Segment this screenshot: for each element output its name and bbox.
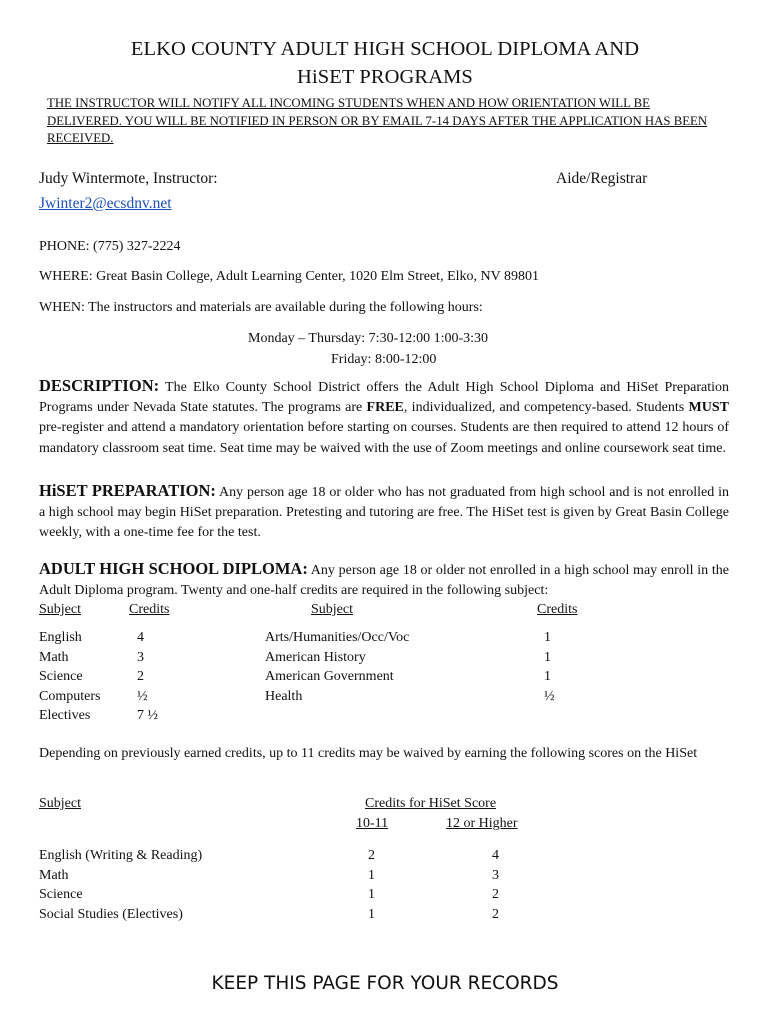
left-credits-column (137, 628, 158, 726)
table-row-subject: Math (39, 649, 69, 665)
description-text-a: The Elko County School District offers the Adult High School Diploma and HiSet Preparation Programs under Nevada State statutes. The programs are (39, 380, 729, 416)
waiver-col2-column (492, 846, 499, 924)
table-row-subject: Social Studies (Electives) (39, 906, 183, 922)
table-row-subject: English (Writing & Reading) (39, 848, 203, 863)
table-row-credits: 4 (137, 630, 144, 645)
waiver-paragraph: Depending on previously earned credits, up to 11 credits may be waived by earning the following scores on the HiSet (39, 746, 698, 761)
table-row-credits: ½ (544, 688, 555, 704)
description-free: FREE (366, 400, 404, 416)
diploma-heading: ADULT HIGH SCHOOL DIPLOMA: (39, 559, 308, 578)
hiset-paragraph (39, 481, 729, 544)
table-row-subject: American Government (265, 669, 394, 684)
hours-friday: Friday: 8:00-12:00 (331, 352, 437, 367)
table-row-credits: 2 (137, 669, 144, 684)
table-row-subject: Science (39, 887, 83, 902)
description-heading: DESCRIPTION: (39, 376, 160, 395)
table-row-score: 1 (368, 906, 375, 922)
description-text-b: , individualized, and competency-based. Students (403, 400, 689, 416)
description-must: MUST (688, 400, 729, 416)
credits-header-credits-1: Credits (129, 602, 170, 617)
table-row-credits: 1 (544, 669, 551, 684)
table-row-score: 2 (492, 906, 499, 922)
description-text-c: pre-register and attend a mandatory orientation before starting on courses. Students are then required to attend 12 hours of mandatory classroom seat time. Seat time may be waived with the use of Zoom meetings and online coursework seat time. (39, 420, 729, 456)
instructor-email-link[interactable]: Jwinter2@ecsdnv.net (39, 195, 172, 212)
table-row-subject: Science (39, 669, 83, 684)
credits-header-subject-1: Subject (39, 602, 81, 617)
hours-weekday: Monday – Thursday: 7:30-12:00 1:00-3:30 (248, 331, 489, 346)
waiver-col1-column (368, 846, 375, 924)
phone-line: PHONE: (775) 327-2224 (39, 239, 181, 254)
table-row-subject: English (39, 630, 82, 645)
description-paragraph (39, 376, 729, 459)
page-title-line-1: ELKO COUNTY ADULT HIGH SCHOOL DIPLOMA AND (130, 38, 640, 60)
hiset-heading: HiSET PREPARATION: (39, 481, 216, 500)
left-subject-column (39, 628, 100, 726)
table-row-score: 2 (368, 848, 375, 863)
table-row-score: 1 (368, 867, 375, 883)
right-subject-column (265, 628, 409, 706)
hiset-text: Any person age 18 or older who has not graduated from high school and is not enrolled in a high school may begin HiSet preparation. Pretesting and tutoring are free. The HiSet test is given by Great Basin College weekly, with a one-time fee for the test. (39, 485, 730, 541)
table-row-subject: Math (39, 867, 69, 883)
table-row-score: 3 (492, 867, 499, 883)
table-row-subject: American History (265, 649, 366, 665)
table-row-credits: 7 ½ (137, 708, 158, 723)
table-row-score: 4 (492, 848, 499, 863)
waiver-subject-column (39, 846, 202, 924)
credits-header-credits-2: Credits (537, 602, 578, 617)
table-row-credits: ½ (137, 688, 148, 704)
table-row-credits: 3 (137, 649, 144, 665)
when-line: WHEN: The instructors and materials are available during the following hours: (39, 300, 483, 315)
where-line: WHERE: Great Basin College, Adult Learning Center, 1020 Elm Street, Elko, NV 89801 (39, 269, 539, 284)
waiver-header-12-higher: 12 or Higher (446, 816, 518, 831)
waiver-header-subject: Subject (39, 796, 81, 811)
waiver-header-credits: Credits for HiSet Score (365, 796, 497, 811)
aide-registrar: Aide/Registrar (556, 170, 648, 187)
table-row-credits: 1 (544, 630, 551, 645)
instructor-name: Judy Wintermote, Instructor: (39, 170, 218, 187)
table-row-credits: 1 (544, 649, 551, 665)
credits-header-subject-2: Subject (311, 602, 353, 617)
table-row-subject: Health (265, 688, 303, 704)
footer-keep-records: KEEP THIS PAGE FOR YOUR RECORDS (211, 973, 559, 994)
diploma-text: Any person age 18 or older not enrolled in a high school may enroll in the Adult Diploma program. Twenty and one-half credits are required in the following subject: (39, 563, 729, 599)
table-row-subject: Computers (39, 688, 101, 704)
table-row-score: 2 (492, 887, 499, 902)
table-row-subject: Arts/Humanities/Occ/Voc (265, 630, 410, 645)
table-row-subject: Electives (39, 708, 91, 723)
waiver-header-10-11: 10-11 (356, 816, 389, 831)
page-title-line-2: HiSET PROGRAMS (297, 66, 473, 88)
table-row-score: 1 (368, 887, 375, 902)
orientation-notice: THE INSTRUCTOR WILL NOTIFY ALL INCOMING STUDENTS WHEN AND HOW ORIENTATION WILL BE DELIVERED. YOU WILL BE NOTIFIED IN PERSON OR BY EMAIL 7-14 DAYS AFTER THE APPLICATION HAS BEEN RECEIVED. (47, 96, 708, 145)
diploma-paragraph (39, 559, 729, 601)
right-credits-column (544, 628, 555, 706)
